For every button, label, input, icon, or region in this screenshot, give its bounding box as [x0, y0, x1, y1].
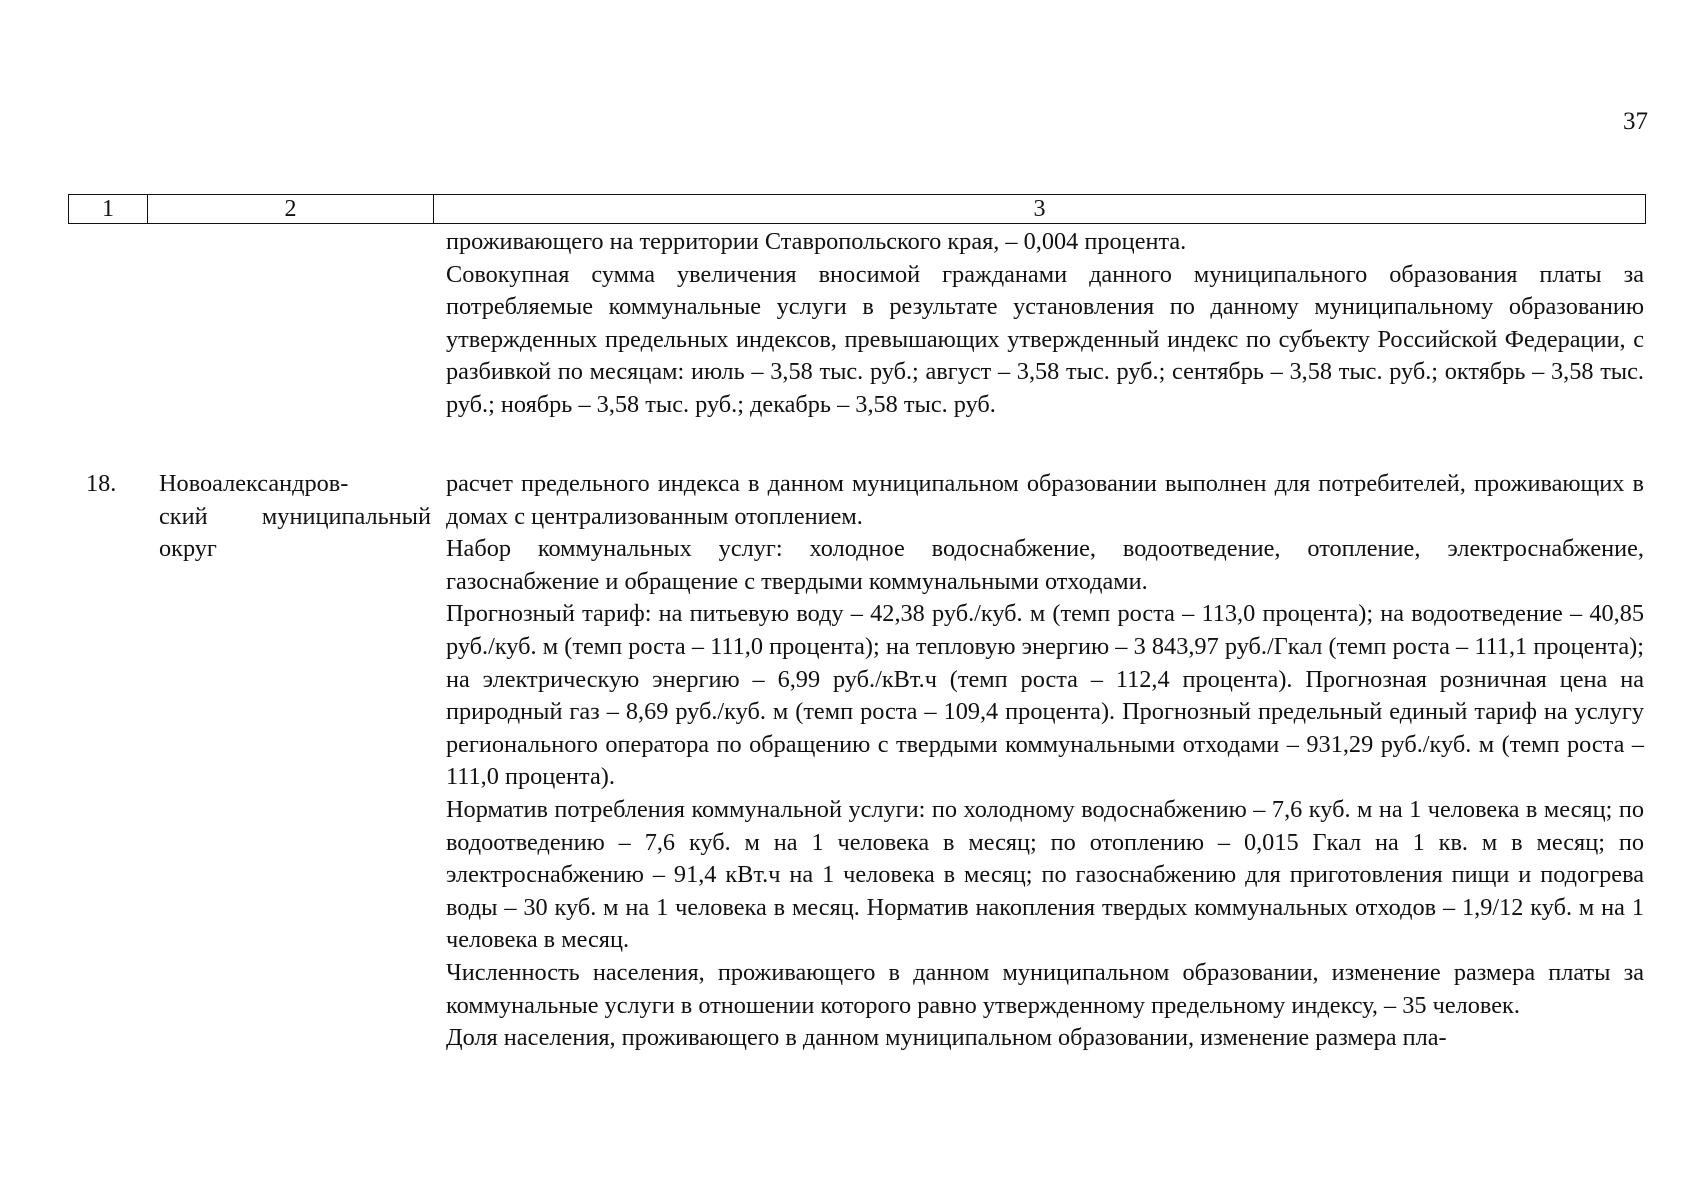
description-paragraph-5: Численность населения, проживающего в данном муниципальном образовании, изменение размера платы за коммунальные услуги в отношении которого равно утвержденному предельному индексу, – 35 человек.	[446, 958, 1644, 1019]
page-number: 37	[1623, 108, 1648, 135]
continuation-paragraph-1: проживающего на территории Ставропольского края, – 0,004 процента.	[446, 228, 1187, 255]
municipality-name	[159, 468, 431, 566]
row-number: 18.	[86, 470, 117, 497]
row-18-description	[446, 468, 1644, 1055]
municipality-name-line-2: ский муниципальный	[159, 502, 431, 530]
description-paragraph-1: расчет предельного индекса в данном муниципальном образовании выполнен для потребителей, проживающих в домах с централизованным отоплением.	[446, 470, 1644, 530]
description-paragraph-2: Набор коммунальных услуг: холодное водоснабжение, водоотведение, отопление, электроснабжение, газоснабжение и обращение с твердыми коммунальными отходами.	[446, 535, 1644, 595]
table-header-row	[68, 194, 1646, 224]
municipality-name-line-1: Новоалександров-	[159, 470, 349, 497]
description-paragraph-4: Норматив потребления коммунальной услуги: по холодному водоснабжению – 7,6 куб. м на 1 человека в месяц; по водоотведению – 7,6 куб. м на 1 человека в месяц; по отоплению – 0,015 Гкал на 1 кв. м в месяц; по электроснабжению – 91,4 кВт.ч на 1 человека в месяц; по газоснабжению для приготовления пищи и подогрева воды – 30 куб. м на 1 человека в месяц. Норматив накопления твердых коммунальных отходов – 1,9/12 куб. м на 1 человека в месяц.	[446, 795, 1644, 954]
municipality-name-line-3: округ	[159, 535, 217, 563]
continuation-paragraph-2: Совокупная сумма увеличения вносимой гражданами данного муниципального образования платы за потребляемые коммунальные услуги в результате установления по данному муниципальному образованию утвержденных предельных индексов, превышающих утвержденный индекс по субъекту Российской Федерации, с разбивкой по месяцам: июль – 3,58 тыс. руб.; август – 3,58 тыс. руб.; сентябрь – 3,58 тыс. руб.; октябрь – 3,58 тыс. руб.; ноябрь – 3,58 тыс. руб.; декабрь – 3,58 тыс. руб.	[446, 260, 1644, 418]
table-header-col-1: 1	[69, 195, 148, 223]
description-paragraph-3: Прогнозный тариф: на питьевую воду – 42,38 руб./куб. м (темп роста – 113,0 процента); на водоотведение – 40,85 руб./куб. м (темп роста – 111,0 процента); на тепловую энергию – 3 843,97 руб./Гкал (темп роста – 111,1 процента); на электрическую энергию – 6,99 руб./кВт.ч (темп роста – 112,4 процента). Прогнозная розничная цена на природный газ – 8,69 руб./куб. м (темп роста – 109,4 процента). Прогнозный предельный единый тариф на услугу регионального оператора по обращению с твердыми коммунальными отходами – 931,29 руб./куб. м (темп роста – 111,0 процента).	[446, 600, 1644, 791]
table-header-col-3: 3	[1033, 196, 1046, 222]
description-paragraph-6: Доля населения, проживающего в данном муниципальном образовании, изменение размера пла-	[446, 1024, 1447, 1052]
table-header-col-2: 2	[148, 195, 434, 223]
continuation-text	[446, 226, 1644, 422]
